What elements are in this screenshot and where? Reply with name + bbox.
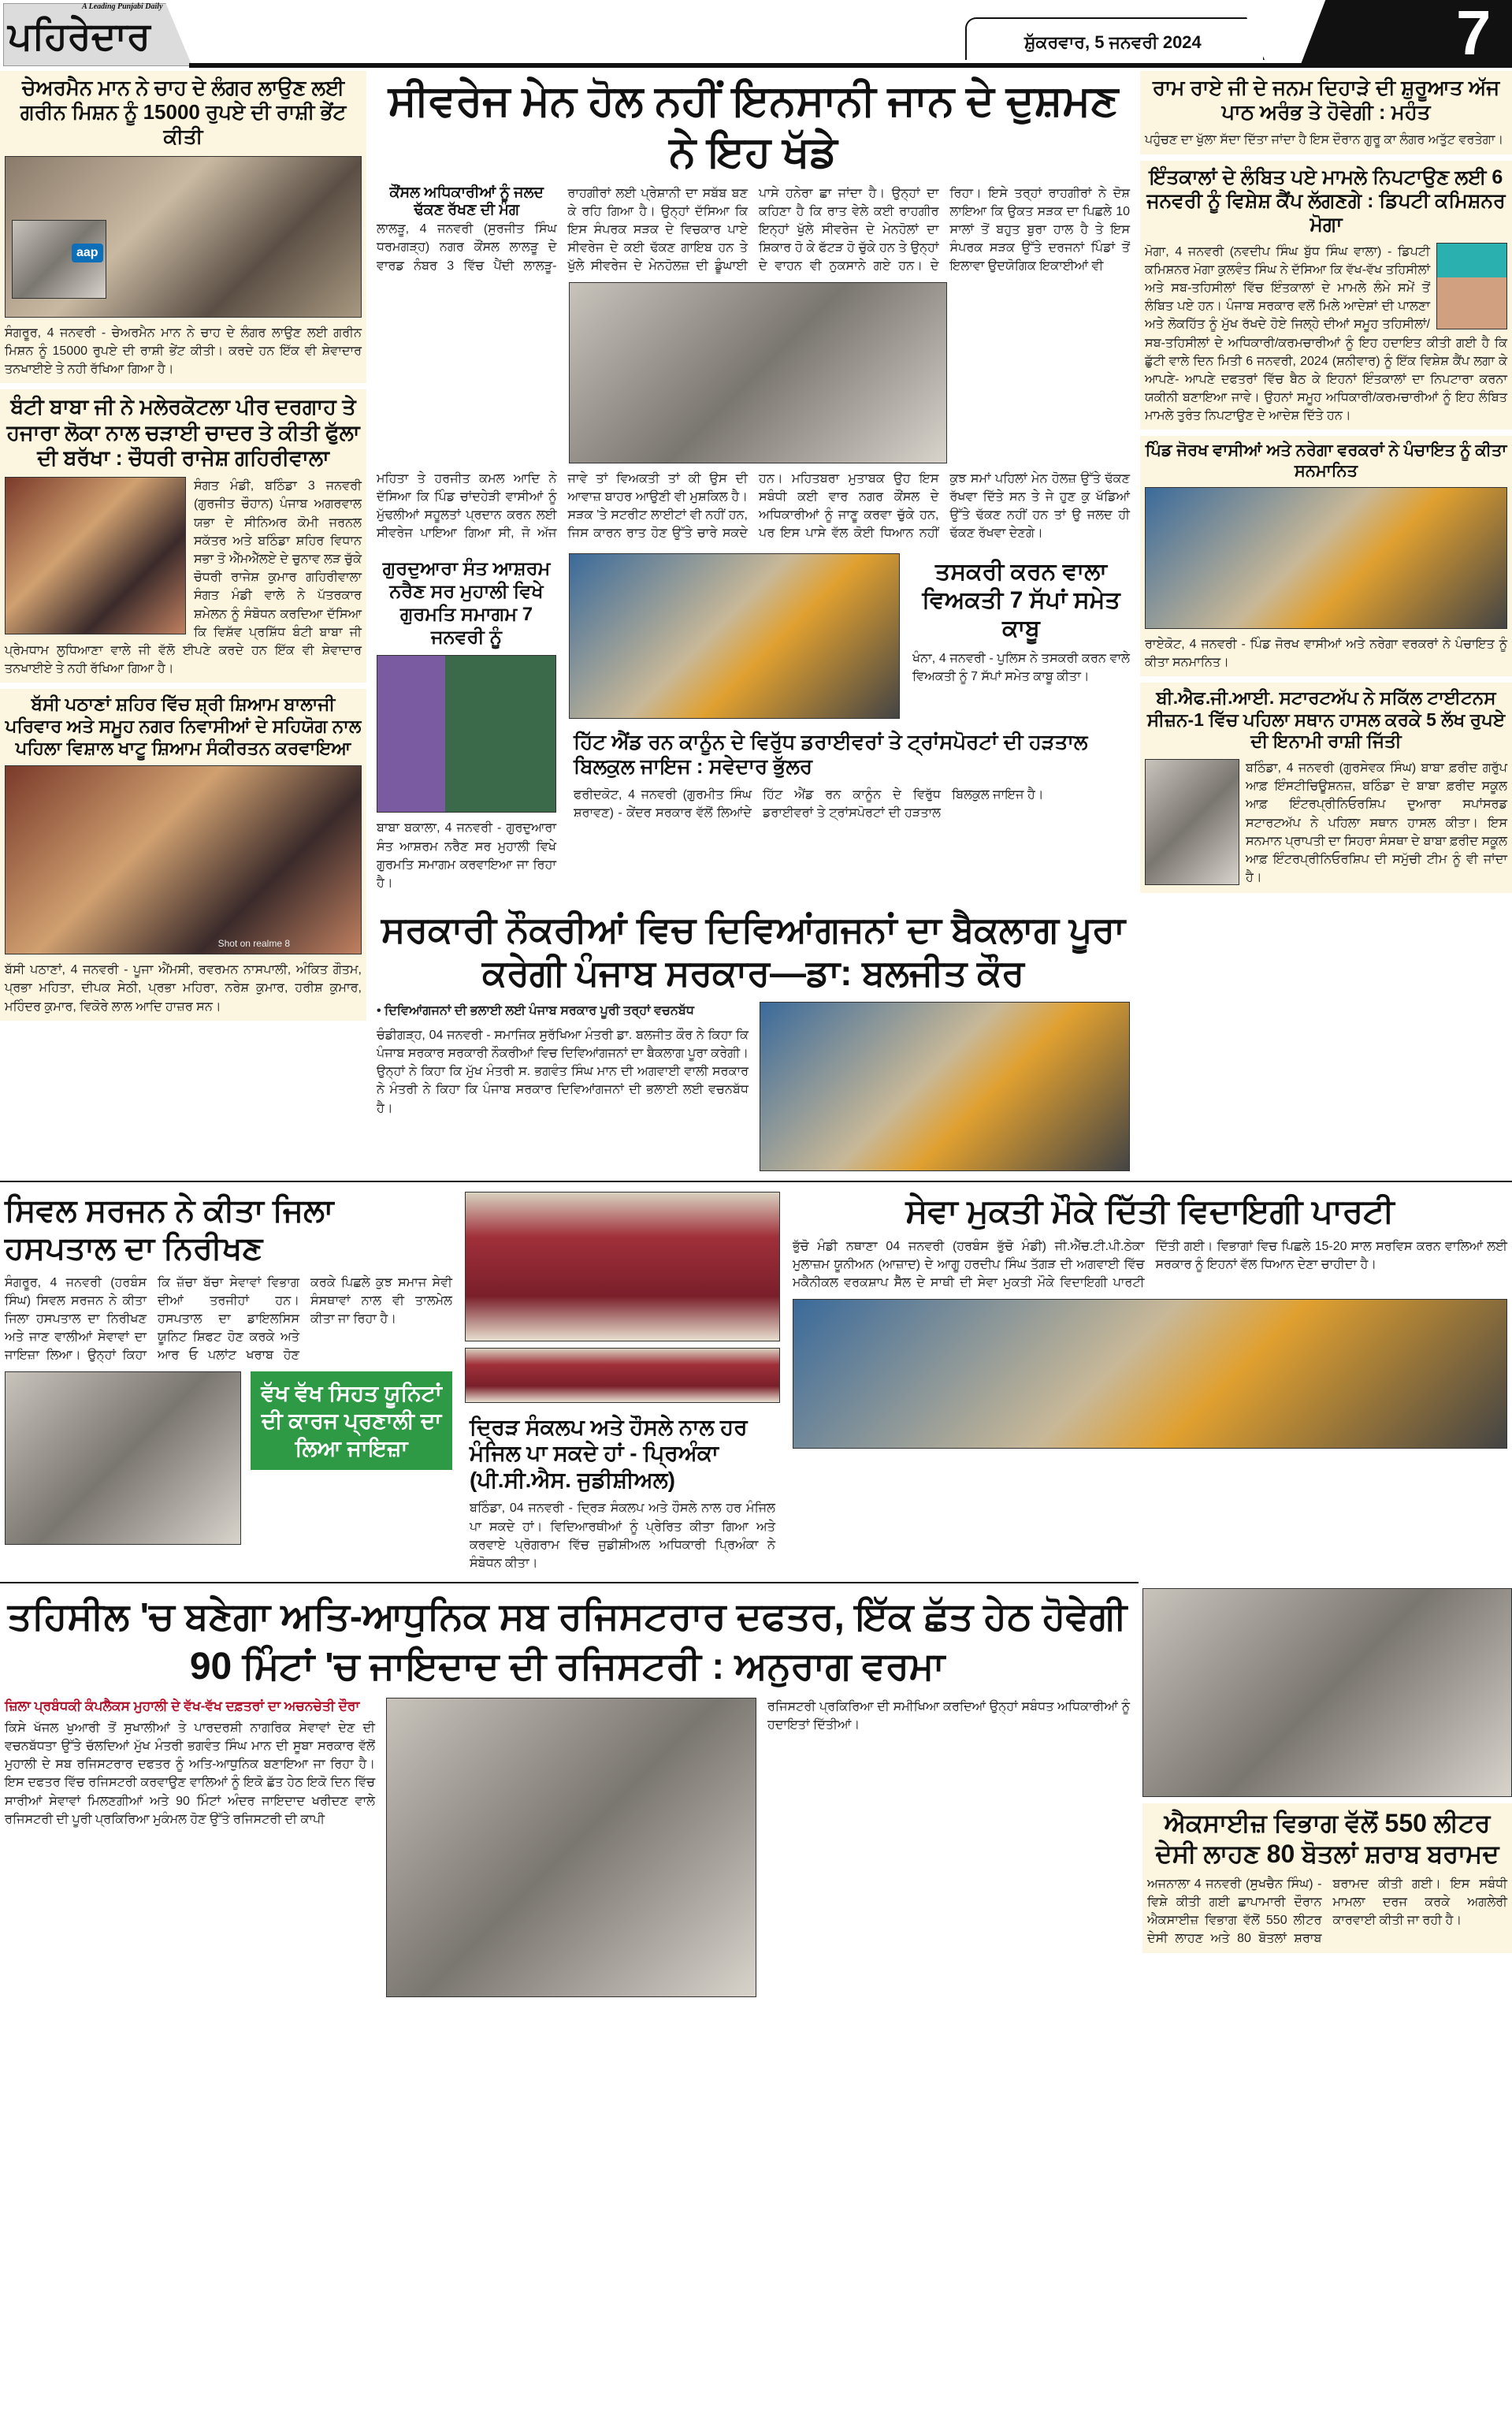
- headline: ਚੇਅਰਮੈਨ ਮਾਨ ਨੇ ਚਾਹ ਦੇ ਲੰਗਰ ਲਾਉਣ ਲਈ ਗਰੀਨ ਮਿਸ਼ਨ ਨੂੰ 15000 ਰੁਪਏ ਦੀ ਰਾਸ਼ੀ ਭੇਂਟ ਕੀਤੀ: [20, 76, 347, 149]
- headline: ਗੁਰਦੁਆਰਾ ਸੰਤ ਆਸ਼ਰਮ ਨਰੈਣ ਸਰ ਮੁਹਾਲੀ ਵਿਖੇ ਗੁਰਮਤਿ ਸਮਾਗਮ 7 ਜਨਵਰੀ ਨੂੰ: [382, 558, 551, 648]
- headline: ਬੱਸੀ ਪਠਾਣਾਂ ਸ਼ਹਿਰ ਵਿੱਚ ਸ਼੍ਰੀ ਸ਼ਿਆਮ ਬਾਲਾਜੀ ਪਰਿਵਾਰ ਅਤੇ ਸਮੂਹ ਨਗਰ ਨਿਵਾਸੀਆਂ ਦੇ ਸਹਿਯੋਗ ਨਾਲ ਪਹਿਲਾ ਵਿਸ਼ਾਲ ਖਾਟੂ ਸ਼ਿਆਮ ਸੰਕੀਰਤਨ ਕਰਵਾਇਆ: [5, 694, 362, 758]
- article-body: ਮੋਗਾ, 4 ਜਨਵਰੀ (ਨਵਦੀਪ ਸਿੰਘ ਬੁੱਧ ਸਿੰਘ ਵਾਲਾ) - ਡਿਪਟੀ ਕਮਿਸ਼ਨਰ ਮੋਗਾ ਕੁਲਵੰਤ ਸਿੰਘ ਨੇ ਦੱਸਿਆ ਕਿ ਵੱਖ-ਵੱਖ ਤਹਿਸੀਲਾਂ ਅਤੇ ਸਬ-ਤਹਿਸੀਲਾਂ ਵਿੱਚ ਇੰਤਕਾਲਾਂ ਦੇ ਮਾਮਲੇ ਲੰਮੇ ਸਮੇਂ ਤੋਂ ਲੰਬਿਤ ਪਏ ਹਨ। ਪੰਜਾਬ ਸਰਕਾਰ ਵਲੋਂ ਮਿਲੇ ਆਦੇਸ਼ਾਂ ਦੀ ਪਾਲਣਾ ਅਤੇ ਲੋਕਹਿੱਤ ਨੂੰ ਮੁੱਖ ਰੱਖਦੇ ਹੋਏ ਜਿਲ੍ਹੇ ਦੀਆਂ ਸਮੂਹ ਤਹਿਸੀਲਾਂ/ਸਬ-ਤਹਿਸੀਲਾਂ ਦੇ ਅਧਿਕਾਰੀ/ਕਰਮਚਾਰੀਆਂ ਨੂੰ ਇਹ ਹਦਾਇਤ ਕੀਤੀ ਗਈ ਹੈ ਕਿ ਛੁੱਟੀ ਵਾਲੇ ਦਿਨ ਮਿਤੀ 6 ਜਨਵਰੀ, 2024 (ਸ਼ਨੀਵਾਰ) ਨੂੰ ਇੱਕ ਵਿਸ਼ੇਸ਼ ਕੈਂਪ ਲਗਾ ਕੇ ਆਪਣੇ- ਆਪਣੇ ਦਫਤਰਾਂ ਵਿੱਚ ਬੈਠ ਕੇ ਇਹਨਾਂ ਇੰਤਕਾਲਾਂ ਦਾ ਨਿਪਟਾਰਾ ਕਰਨਾ ਯਕੀਨੀ ਬਣਾਇਆ ਜਾਵੇ। ਉਹਨਾਂ ਸਮੂਹ ਅਧਿਕਾਰੀ/ਕਰਮਚਾਰੀਆਂ ਨੂੰ ਇਹ ਲੰਬਿਤ ਮਾਮਲੇ ਤੁਰੰਤ ਨਿਪਟਾਉਣ ਦੇ ਆਦੇਸ਼ ਦਿੱਤੇ ਹਨ।: [1145, 244, 1507, 423]
- minister-meeting-photo: [760, 1002, 1130, 1171]
- article-sewerage: [372, 71, 1135, 547]
- divyang-content: [377, 1002, 1130, 1171]
- excise-raid-photo: [1142, 1588, 1512, 1797]
- center-column: [372, 71, 1135, 1176]
- article-chairman-donation: [0, 71, 366, 383]
- headline: ਸੀਵਰੇਜ ਮੇਨ ਹੋਲ ਨਹੀਂ ਇਨਸਾਨੀ ਜਾਨ ਦੇ ਦੁਸ਼ਮਣ ਨੇ ਇਹ ਖੱਡੇ: [388, 77, 1119, 176]
- headline: ਇੰਤਕਾਲਾਂ ਦੇ ਲੰਬਿਤ ਪਏ ਮਾਮਲੇ ਨਿਪਟਾਉਣ ਲਈ 6 ਜਨਵਰੀ ਨੂੰ ਵਿਸ਼ੇਸ਼ ਕੈਂਪ ਲੱਗਣਗੇ : ਡਿਪਟੀ ਕਮਿਸ਼ਨਰ ਮੋਗਾ: [1146, 166, 1506, 236]
- tehsil-content: [5, 1698, 1130, 1997]
- article-content: [1145, 243, 1507, 426]
- deputy-commissioner-photo: [1436, 243, 1507, 329]
- left-column: [0, 71, 366, 1021]
- article-content: [5, 477, 362, 678]
- bottom-section: [0, 1588, 1512, 2002]
- article-body: ਅਜਨਾਲਾ 4 ਜਨਵਰੀ (ਸੁਖਚੈਨ ਸਿੰਘ) - ਵਿਸ਼ੇ ਕੀਤੀ ਗਈ ਛਾਪਾਮਾਰੀ ਦੌਰਾਨ ਐਕਸਾਈਜ਼ ਵਿਭਾਗ ਵੱਲੋਂ 550 ਲੀਟਰ ਦੇਸੀ ਲਾਹਣ ਅਤੇ 80 ਬੋਤਲਾਂ ਸ਼ਰਾਬ ਬਰਾਮਦ ਕੀਤੀ ਗਈ। ਇਸ ਸਬੰਧੀ ਮਾਮਲਾ ਦਰਜ ਕਰਕੇ ਅਗਲੇਰੀ ਕਾਰਵਾਈ ਕੀਤੀ ਜਾ ਰਹੀ ਹੈ।: [1147, 1877, 1507, 1946]
- article-content: [1145, 759, 1507, 888]
- top-section: [0, 71, 1512, 1176]
- article-body: ਚੰਡੀਗੜ੍ਹ, 04 ਜਨਵਰੀ - ਸਮਾਜਿਕ ਸੁਰੱਖਿਆ ਮੰਤਰੀ ਡਾ. ਬਲਜੀਤ ਕੌਰ ਨੇ ਕਿਹਾ ਕਿ ਪੰਜਾਬ ਸਰਕਾਰ ਸਰਕਾਰੀ ਨੌਕਰੀਆਂ ਵਿਚ ਦਿਵਿਆਂਗਜਨਾਂ ਦਾ ਬੈਕਲਾਗ ਪੂਰਾ ਕਰੇਗੀ। ਉਨ੍ਹਾਂ ਨੇ ਕਿਹਾ ਕਿ ਮੁੱਖ ਮੰਤਰੀ ਸ. ਭਗਵੰਤ ਸਿੰਘ ਮਾਨ ਦੀ ਅਗਵਾਈ ਵਾਲੀ ਸਰਕਾਰ ਨੇ ਮੰਤਰੀ ਨੇ ਕਿਹਾ ਕਿ ਪੰਜਾਬ ਸਰਕਾਰ ਦਿਵਿਆਂਗਜਨਾਂ ਦੀ ਭਲਾਈ ਲਈ ਵਚਨਬੱਧ ਹੈ।: [377, 1028, 749, 1115]
- section-divider: [0, 1181, 1512, 1182]
- article-excise: [1142, 1803, 1512, 1953]
- page-body: [0, 71, 1512, 2002]
- article-body: ਸੰਗਰੂਰ, 4 ਜਨਵਰੀ - ਚੇਅਰਮੈਨ ਮਾਨ ਨੇ ਚਾਹ ਦੇ ਲੰਗਰ ਲਾਉਣ ਲਈ ਗਰੀਨ ਮਿਸ਼ਨ ਨੂੰ 15000 ਰੁਪਏ ਦੀ ਰਾਸ਼ੀ ਭੇਂਟ ਕੀਤੀ। ਕਰਦੇ ਹਨ ਇੱਕ ਵੀ ਸ਼ੇਵਾਦਾਰ ਤਨਖਾਈਏ ਤੇ ਨਹੀ ਰੱਖਿਆ ਗਿਆ ਹੈ।: [5, 326, 362, 376]
- headline: ਰਾਮ ਰਾਏ ਜੀ ਦੇ ਜਨਮ ਦਿਹਾੜੇ ਦੀ ਸ਼ੁਰੂਆਤ ਅੱਜ ਪਾਠ ਅਰੰਭ ਤੇ ਹੋਵੇਗੀ : ਮਹੰਤ: [1152, 76, 1500, 125]
- sankirtan-photo: [5, 765, 362, 954]
- photo-watermark: Shot on realme 8: [217, 938, 290, 950]
- article-body-columns-2: [377, 470, 1130, 543]
- article-body: ਲਾਲੜੂ, 4 ਜਨਵਰੀ (ਸੁਰਜੀਤ ਸਿੰਘ ਧਰਮਗੜ੍ਹ) ਨਗਰ ਕੌਂਸਲ ਲਾਲੜੂ ਦੇ ਵਾਰਡ ਨੰਬਰ 3 ਵਿੱਚ ਪੈਂਦੀ ਲਾਲੜੂ- ਰਾਹਗੀਰਾਂ ਲਈ ਪ੍ਰੇਸ਼ਾਨੀ ਦਾ ਸਬੱਬ ਬਣ ਕੇ ਰਹਿ ਗਿਆ ਹੈ। ਉਨ੍ਹਾਂ ਦੱਸਿਆ ਕਿ ਇਸ ਸੰਪਰਕ ਸੜਕ ਦੇ ਵਿਚਕਾਰ ਪਾਏ ਸੀਵਰੇਜ ਦੇ ਕਈ ਢੱਕਣ ਗਾਇਬ ਹਨ ਤੇ ਖੁੱਲੇ ਸੀਵਰੇਜ ਦੇ ਮੇਨਹੋਲਜ਼ ਦੀ ਡੂੰਘਾਈ ਪਾਸੇ ਹਨੇਰਾ ਛਾ ਜਾਂਦਾ ਹੈ। ਉਨ੍ਹਾਂ ਦਾ ਕਹਿਣਾ ਹੈ ਕਿ ਰਾਤ ਵੇਲੇ ਕਈ ਰਾਹਗੀਰ ਇਨ੍ਹਾਂ ਖੁੱਲੇ ਸੀਵਰੇਜ ਦੇ ਮੇਨਹੋਲਾਂ ਦਾ ਸ਼ਿਕਾਰ ਹੋ ਕੇ ਫੱਟੜ ਹੋ ਚੁੱਕੇ ਹਨ ਤੇ ਉਨ੍ਹਾਂ ਦੇ ਵਾਹਨ ਵੀ ਨੁਕਸਾਨੇ ਗਏ ਹਨ। ਦੇ ਰਿਹਾ। ਇਸੇ ਤਰ੍ਹਾਂ ਰਾਹਗੀਰਾਂ ਨੇ ਦੋਸ਼ ਲਾਇਆ ਕਿ ਉਕਤ ਸੜਕ ਦਾ ਪਿਛਲੇ 10 ਸਾਲਾਂ ਤੋਂ ਬਹੁਤ ਬੁਰਾ ਹਾਲ ਹੈ ਤੇ ਇਸ ਸੰਪਰਕ ਸੜਕ ਉੱਤੇ ਦਰਜਨਾਂ ਪਿੰਡਾਂ ਤੋਂ ਇਲਾਵਾ ਉਦਯੋਗਿਕ ਇਕਾਈਆਂ ਵੀ: [377, 186, 1130, 273]
- article-jorakh: [1140, 436, 1512, 676]
- article-retirement: [788, 1187, 1512, 1453]
- article-body: ਸੰਗਤ ਮੰਡੀ, ਬਠਿੰਡਾ 3 ਜਨਵਰੀ (ਗੁਰਜੀਤ ਚੌਹਾਨ) ਪੰਜਾਬ ਅਗਰਵਾਲ ਯਭਾ ਦੇ ਸੀਨਿਅਰ ਕੋਮੀ ਜਰਨਲ ਸਕੱਤਰ ਅਤੇ ਬਠਿੰਡਾ ਸ਼ਹਿਰ ਵਿਧਾਨ ਸਭਾ ਤੋ ਐੱਮਐੱਲਏ ਦੇ ਚੁਨਾਵ ਲੜ ਚੁੱਕੇ ਚੋਧਰੀ ਰਾਜੇਸ਼ ਕੁਮਾਰ ਗਹਿਰੀਵਾਲਾ ਸੰਗਤ ਮੰਡੀ ਵਾਲੇ ਨੇ ਪੱਤਰਕਾਰ ਸ਼ਮੇਲਨ ਨੂੰ ਸੰਬੋਧਨ ਕਰਦਿਆ ਦੱਸਿਆ ਕਿ ਵਿਸ਼ੱਵ ਪ੍ਰਸ਼ਿੱਧ ਬੰਟੀ ਬਾਬਾ ਜੀ ਪ੍ਰੇਮਧਾਮ ਲੁਧਿਆਣਾ ਵਾਲੇ ਜੀ ਵੱਲੋ ਈਪਣੇ ਕਰਦੇ ਹਨ ਇੱਕ ਵੀ ਸ਼ੇਵਾਦਾਰ ਤਨਖਾਈਏ ਤੇ ਨਹੀ ਰੱਖਿਆ ਗਿਆ ਹੈ।: [5, 479, 362, 676]
- headline: ਬੀ.ਐਫ.ਜੀ.ਆਈ. ਸਟਾਰਟਅੱਪ ਨੇ ਸਕਿੱਲ ਟਾਈਟਨਸ ਸੀਜ਼ਨ-1 ਵਿੱਚ ਪਹਿਲਾ ਸਥਾਨ ਹਾਸਲ ਕਰਕੇ 5 ਲੱਖ ਰੁਪਏ ਦੀ ਇਨਾਮੀ ਰਾਸ਼ੀ ਜਿੱਤੀ: [1146, 687, 1506, 752]
- issue-date: ਸ਼ੁੱਕਰਵਾਰ, 5 ਜਨਵਰੀ 2024: [1024, 32, 1202, 52]
- sant-photo: [377, 655, 556, 813]
- article-smuggler: [908, 553, 1135, 690]
- article-body: ਭੁੱਚੋ ਮੰਡੀ ਨਥਾਣਾ 04 ਜਨਵਰੀ (ਹਰਬੰਸ ਭੁੱਚੋ ਮੰਡੀ) ਜੀ.ਐੱਚ.ਟੀ.ਪੀ.ਠੇਕਾ ਮੁਲਾਜ਼ਮ ਯੂਨੀਅਨ (ਆਜ਼ਾਦ) ਦੇ ਆਗੂ ਹਰਦੀਪ ਸਿੰਘ ਤੱਗੜ ਦੀ ਅਗਵਾਈ ਵਿੱਚ ਮਕੈਨੀਕਲ ਵਰਕਸ਼ਾਪ ਸੈੱਲ ਦੇ ਸਾਥੀ ਦੀ ਸੇਵਾ ਮੁਕਤੀ ਮੌਕੇ ਵਿਦਾਇਗੀ ਪਾਰਟੀ ਦਿੱਤੀ ਗਈ। ਵਿਭਾਗਾਂ ਵਿਚ ਪਿਛਲੇ 15-20 ਸਾਲ ਸਰਵਿਸ ਕਰਨ ਵਾਲਿਆਂ ਲਈ ਸਰਕਾਰ ਨੂੰ ਇਹਨਾਂ ਵੱਲ ਧਿਆਨ ਦੇਣਾ ਚਾਹੀਦਾ ਹੈ।: [793, 1239, 1507, 1290]
- dargah-photo: [5, 477, 186, 634]
- headline: ਐਕਸਾਈਜ਼ ਵਿਭਾਗ ਵੱਲੋਂ 550 ਲੀਟਰ ਦੇਸੀ ਲਾਹਣ 80 ਬੋਤਲਾਂ ਸ਼ਰਾਬ ਬਰਾਮਦ: [1155, 1809, 1499, 1868]
- photo-and-smuggler-row: [569, 553, 1135, 719]
- divyang-text: [377, 1002, 749, 1118]
- protest-group-photo: [569, 553, 900, 719]
- article-body: ਰਾਏਕੋਟ, 4 ਜਨਵਰੀ - ਪਿੰਡ ਜੋਰਖ ਵਾਸੀਆਂ ਅਤੇ ਨਰੇਗਾ ਵਰਕਰਾਂ ਨੇ ਪੰਚਾਇਤ ਨੂੰ ਕੀਤਾ ਸਨਮਾਨਿਤ।: [1145, 637, 1507, 669]
- article-tehsil-registry: [0, 1588, 1135, 2002]
- article-determination: [465, 1409, 780, 1578]
- students-group-photo: [465, 1192, 780, 1341]
- subheadline: • ਦਿਵਿਆਂਗਜਨਾਂ ਦੀ ਭਲਾਈ ਲਈ ਪੰਜਾਬ ਸਰਕਾਰ ਪੂਰੀ ਤਰ੍ਹਾਂ ਵਚਨਬੱਧ: [377, 1003, 694, 1018]
- article-body: ਬਠਿੰਡਾ, 4 ਜਨਵਰੀ (ਗੁਰਸੇਵਕ ਸਿੰਘ) ਬਾਬਾ ਫ਼ਰੀਦ ਗਰੁੱਪ ਆਫ਼ ਇੰਸਟੀਚਿਊਸ਼ਨਜ਼, ਬਠਿੰਡਾ ਦੇ ਬਾਬਾ ਫ਼ਰੀਦ ਸਕੂਲ ਆਫ਼ ਇੰਟਰਪ੍ਰੀਨਿਓਰਸ਼ਿਪ ਦੁਆਰਾ ਸਪਾਂਸਰਡ ਸਟਾਰਟਅੱਪ ਨੇ ਪਹਿਲਾ ਸਥਾਨ ਹਾਸਲ ਕੀਤਾ। ਇਸ ਸਨਮਾਨ ਪ੍ਰਾਪਤੀ ਦਾ ਸਿਹਰਾ ਸੰਸਥਾ ਦੇ ਬਾਬਾ ਫ਼ਰੀਦ ਸਕੂਲ ਆਫ਼ ਇੰਟਰਪ੍ਰੀਨਿਓਰਸ਼ਿਪ ਦੀ ਸਮੁੱਚੀ ਟੀਮ ਨੂੰ ਵੀ ਜਾਂਦਾ ਹੈ।: [1246, 761, 1507, 885]
- official-visit-photo: [386, 1698, 756, 1997]
- article-intkal-camp: [1140, 161, 1512, 430]
- masthead: [0, 0, 1512, 69]
- section-divider-2: [0, 1582, 1139, 1583]
- aap-logo-badge: aap: [72, 244, 103, 262]
- headline: ਤਸਕਰੀ ਕਰਨ ਵਾਲਾ ਵਿਅਕਤੀ 7 ਸੱਪਾਂ ਸਮੇਤ ਕਾਬੂ: [922, 559, 1120, 642]
- farewell-photo: [793, 1299, 1507, 1449]
- excise-column: [1142, 1588, 1512, 1953]
- headline: ਸਰਕਾਰੀ ਨੌਕਰੀਆਂ ਵਿਚ ਦਿਵਿਆਂਗਜਨਾਂ ਦਾ ਬੈਕਲਾਗ ਪੂਰਾ ਕਰੇਗੀ ਪੰਜਾਬ ਸਰਕਾਰ—ਡਾ: ਬਲਜੀਤ ਕੌਰ: [381, 909, 1126, 994]
- headline: ਸਿਵਲ ਸਰਜਨ ਨੇ ਕੀਤਾ ਜਿਲਾ ਹਸਪਤਾਲ ਦਾ ਨਿਰੀਖਣ: [5, 1192, 334, 1266]
- article-body: ਬੱਸੀ ਪਠਾਣਾਂ, 4 ਜਨਵਰੀ - ਪੂਜਾ ਐਂਮਸੀ, ਰਵਰਮਨ ਨਾਸਪਾਲੀ, ਅੰਕਿਤ ਗੌਤਮ, ਪ੍ਰਭਾ ਮਹਿਤਾ, ਦੀਪਕ ਸੇਠੀ, ਪ੍ਰਭਾ ਮਹਿਰਾ, ਨਰੇਸ਼ ਕੁਮਾਰ, ਹਰੀਸ਼ ਕੁਮਾਰ, ਮਹਿੰਦਰ ਕੁਮਾਰ, ਵਿਕੋਰੇ ਲਾਲ ਆਦਿ ਹਾਜ਼ਰ ਸਨ।: [5, 963, 362, 1014]
- right-column: [1140, 71, 1512, 893]
- article-body: ਬਠਿੰਡਾ, 04 ਜਨਵਰੀ - ਦ੍ਰਿੜ ਸੰਕਲਪ ਅਤੇ ਹੌਸਲੇ ਨਾਲ ਹਰ ਮੰਜਿਲ ਪਾ ਸਕਦੇ ਹਾਂ। ਵਿਦਿਆਰਥੀਆਂ ਨੂੰ ਪ੍ਰੇਰਿਤ ਕੀਤਾ ਗਿਆ ਅਤੇ ਕਰਵਾਏ ਪ੍ਰੋਗਰਾਮ ਵਿੱਚ ਜੁਡੀਸ਼ੀਅਲ ਅਧਿਕਾਰੀ ਪ੍ਰਿਅੰਕਾ ਨੇ ਸੰਬੋਧਨ ਕੀਤਾ।: [470, 1501, 775, 1570]
- article-body: ਖੰਨਾ, 4 ਜਨਵਰੀ - ਪੁਲਿਸ ਨੇ ਤਸਕਰੀ ਕਰਨ ਵਾਲੇ ਵਿਅਕਤੀ ਨੂੰ 7 ਸੱਪਾਂ ਸਮੇਤ ਕਾਬੂ ਕੀਤਾ।: [912, 652, 1130, 684]
- article-divyang-backlog: [372, 903, 1135, 1175]
- article-bunty-baba: [0, 389, 366, 683]
- students-column: [465, 1187, 780, 1578]
- article-body: ਫਰੀਦਕੋਟ, 4 ਜਨਵਰੀ (ਗੁਰਮੀਤ ਸਿੰਘ ਸ਼ਰਾਵਣ) - ਕੇਂਦਰ ਸਰਕਾਰ ਵੱਲੋਂ ਲਿਆਂਦੇ ਹਿੱਟ ਐਂਡ ਰਨ ਕਾਨੂੰਨ ਦੇ ਵਿਰੁੱਧ ਡਰਾਈਵਰਾਂ ਤੇ ਟ੍ਰਾਂਸਪੋਰਟਾਂ ਦੀ ਹੜਤਾਲ ਬਿਲਕੁਲ ਜਾਇਜ ਹੈ।: [574, 787, 1044, 820]
- article-body-continued: ਮਹਿਤਾ ਤੇ ਹਰਜੀਤ ਕਮਲ ਆਦਿ ਨੇ ਦੱਸਿਆ ਕਿ ਪਿੰਡ ਚਾਂਦਹੇੜੀ ਵਾਸੀਆਂ ਨੂੰ ਮੁੱਢਲੀਆਂ ਸਹੂਲਤਾਂ ਪ੍ਰਦਾਨ ਕਰਨ ਲਈ ਸੀਵਰੇਜ ਪਾਇਆ ਗਿਆ ਸੀ, ਜੋ ਅੱਜ ਜਾਵੇ ਤਾਂ ਵਿਅਕਤੀ ਤਾਂ ਕੀ ਉਸ ਦੀ ਆਵਾਜ਼ ਬਾਹਰ ਆਉਣੀ ਵੀ ਮੁਸ਼ਕਿਲ ਹੈ। ਸੜਕ 'ਤੇ ਸਟਰੀਟ ਲਾਈਟਾਂ ਵੀ ਨਹੀਂ ਹਨ, ਜਿਸ ਕਾਰਨ ਰਾਤ ਹੋਣ ਉੱਤੇ ਚਾਰੇ ਸਕਦੇ ਹਨ। ਮਹਿਤਬਰਾ ਮੁਤਾਬਕ ਉਹ ਇਸ ਸਬੰਧੀ ਕਈ ਵਾਰ ਨਗਰ ਕੌਂਸਲ ਦੇ ਅਧਿਕਾਰੀਆਂ ਨੂੰ ਜਾਣੂ ਕਰਵਾ ਚੁੱਕੇ ਹਨ, ਪਰ ਇਸ ਪਾਸੇ ਵੱਲ ਕੋਈ ਧਿਆਨ ਨਹੀਂ ਕੁਝ ਸਮਾਂ ਪਹਿਲਾਂ ਮੇਨ ਹੋਲਜ਼ ਉੱਤੇ ਢੱਕਣ ਰੱਖਵਾ ਦਿੱਤੇ ਸਨ ਤੇ ਜੇ ਹੁਣ ਕੁ ਖੱਡਿਆਂ ਉੱਤੇ ਢੱਕਣ ਨਹੀਂ ਹਨ ਤਾਂ ਉ ਜਲਦ ਹੀ ਢੱਕਣ ਰੱਖਵਾ ਦੇਣਗੇ।: [377, 471, 1130, 541]
- student-photo: [1145, 759, 1239, 885]
- headline: ਦ੍ਰਿੜ ਸੰਕਲਪ ਅਤੇ ਹੌਸਲੇ ਨਾਲ ਹਰ ਮੰਜਿਲ ਪਾ ਸਕਦੇ ਹਾਂ - ਪ੍ਰਿਅੰਕਾ (ਪੀ.ਸੀ.ਐਸ. ਜੁਡੀਸ਼ੀਅਲ): [470, 1414, 748, 1492]
- article-body-continued: ਰਜਿਸਟਰੀ ਪ੍ਰਕਿਰਿਆ ਦੀ ਸਮੀਖਿਆ ਕਰਦਿਆਂ ਉਨ੍ਹਾਂ ਸਬੰਧਤ ਅਧਿਕਾਰੀਆਂ ਨੂੰ ਹਦਾਇਤਾਂ ਦਿੱਤੀਆਂ।: [767, 1699, 1130, 1732]
- civil-media-row: [5, 1371, 452, 1545]
- article-hit-and-run: [569, 725, 1135, 827]
- tehsil-text: [5, 1698, 375, 1829]
- event-photo: [5, 156, 362, 318]
- headline: ਬੰਟੀ ਬਾਬਾ ਜੀ ਨੇ ਮਲੇਰਕੋਟਲਾ ਪੀਰ ਦਰਗਾਹ ਤੇ ਹਜਾਰਾ ਲੋਕਾ ਨਾਲ ਚੜਾਈ ਚਾਦਰ ਤੇ ਕੀਤੀ ਫੁੱਲਾ ਦੀ ਬਰੱਖਾ : ਚੌਧਰੀ ਰਾਜੇਸ਼ ਗਹਿਰੀਵਾਲਾ: [6, 395, 360, 470]
- article-civil-surgeon: [0, 1187, 457, 1550]
- headline: ਹਿੱਟ ਐਂਡ ਰਨ ਕਾਨੂੰਨ ਦੇ ਵਿਰੁੱਧ ਡਰਾਈਵਰਾਂ ਤੇ ਟ੍ਰਾਂਸਪੋਰਟਾਂ ਦੀ ਹੜਤਾਲ ਬਿਲਕੁਲ ਜਾਇਜ : ਸਵੇਦਾਰ ਭੁੱਲਰ: [574, 730, 1088, 779]
- hospital-inspection-photo: [5, 1371, 241, 1545]
- article-body: ਸੰਗਰੂਰ, 4 ਜਨਵਰੀ (ਹਰਬੰਸ ਸਿੰਘ) ਸਿਵਲ ਸਰਜਨ ਨੇ ਕੀਤਾ ਜਿਲਾ ਹਸਪਤਾਲ ਦਾ ਨਿਰੀਖਣ ਅਤੇ ਜਾਣ ਵਾਲੀਆਂ ਸੇਵਾਵਾਂ ਦਾ ਜਾਇਜ਼ਾ ਲਿਆ। ਉਨ੍ਹਾਂ ਕਿਹਾ ਕਿ ਜ਼ੱਚਾ ਬੱਚਾ ਸੇਵਾਵਾਂ ਵਿਭਾਗ ਦੀਆਂ ਤਰਜੀਹਾਂ ਹਨ। ਹਸਪਤਾਲ ਦਾ ਡਾਇਲਸਿਸ ਯੂਨਿਟ ਸ਼ਿਫਟ ਹੋਣ ਕਰਕੇ ਅਤੇ ਆਰ ਓ ਪਲਾਂਟ ਖਰਾਬ ਹੋਣ ਕਰਕੇ ਪਿਛਲੇ ਕੁਝ ਸਮਾਜ ਸੇਵੀ ਸੰਸਥਾਵਾਂ ਨਾਲ ਵੀ ਤਾਲਮੇਲ ਕੀਤਾ ਜਾ ਰਿਹਾ ਹੈ।: [5, 1275, 452, 1363]
- article-bassi-pathana: [0, 689, 366, 1020]
- headline: ਪਿੰਡ ਜੋਰਖ ਵਾਸੀਆਂ ਅਤੇ ਨਰੇਗਾ ਵਰਕਰਾਂ ਨੇ ਪੰਚਾਇਤ ਨੂੰ ਕੀਤਾ ਸਨਮਾਨਿਤ: [1145, 441, 1507, 480]
- newspaper-logo[interactable]: ਪਹਿਰੇਦਾਰ: [8, 16, 150, 58]
- highlight-box: ਵੱਖ ਵੱਖ ਸਿਹਤ ਯੂਨਿਟਾਂ ਦੀ ਕਾਰਜ ਪ੍ਰਣਾਲੀ ਦਾ ਲਿਆ ਜਾਇਜ਼ਾ: [251, 1371, 452, 1470]
- page-number: 7: [1456, 0, 1492, 68]
- article-body: ਬਾਬਾ ਬਕਾਲਾ, 4 ਜਨਵਰੀ - ਗੁਰਦੁਆਰਾ ਸੰਤ ਆਸ਼ਰਮ ਨਰੈਣ ਸਰ ਮੁਹਾਲੀ ਵਿਖੇ ਗੁਰਮਤਿ ਸਮਾਗਮ ਕਰਵਾਇਆ ਜਾ ਰਿਹਾ ਹੈ।: [377, 821, 556, 891]
- headline: ਸੇਵਾ ਮੁਕਤੀ ਮੌਕੇ ਦਿੱਤੀ ਵਿਦਾਇਗੀ ਪਾਰਟੀ: [905, 1192, 1395, 1230]
- article-body-columns: [377, 184, 1130, 276]
- subheadline: ਜ਼ਿਲਾ ਪ੍ਰਬੰਧਕੀ ਕੰਪਲੈਕਸ ਮੁਹਾਲੀ ਦੇ ਵੱਖ-ਵੱਖ ਦਫ਼ਤਰਾਂ ਦਾ ਅਚਨਚੇਤੀ ਦੌਰਾ: [5, 1698, 360, 1713]
- subheadline: ਕੌਂਸਲ ਅਧਿਕਾਰੀਆਂ ਨੂੰ ਜਲਦ ਢੱਕਣ ਰੱਖਣ ਦੀ ਮੰਗ: [389, 184, 544, 219]
- panchayat-honour-photo: [1145, 487, 1507, 629]
- headline: ਤਹਿਸੀਲ 'ਚ ਬਣੇਗਾ ਅਤਿ-ਆਧੁਨਿਕ ਸਬ ਰਜਿਸਟਰਾਰ ਦਫਤਰ, ਇੱਕ ਛੱਤ ਹੇਠ ਹੋਵੇਗੀ 90 ਮਿੰਟਾਂ 'ਚ ਜਾਇਦਾਦ ਦੀ ਰਜਿਸਟਰੀ : ਅਨੁਰਾਗ ਵਰਮਾ: [7, 1596, 1127, 1687]
- middle-section: [0, 1187, 1512, 1578]
- students-photo-wide: [465, 1348, 780, 1403]
- article-gurmat-samagam: [372, 553, 561, 897]
- center-middle-row: [372, 553, 1135, 897]
- article-body: ਪਹੁੰਚਣ ਦਾ ਖੁੱਲਾ ਸੱਦਾ ਦਿੱਤਾ ਜਾਂਦਾ ਹੈ ਇਸ ਦੌਰਾਨ ਗੁਰੂ ਕਾ ਲੰਗਰ ਅਤੁੱਟ ਵਰਤੇਗਾ।: [1145, 133, 1504, 147]
- article-body: ਕਿਸੇ ਖੱਜਲ ਖੁਆਰੀ ਤੋਂ ਸੁਖਾਲੀਆਂ ਤੇ ਪਾਰਦਰਸ਼ੀ ਨਾਗਰਿਕ ਸੇਵਾਵਾਂ ਦੇਣ ਦੀ ਵਚਨਬੱਧਤਾ ਉੱਤੇ ਚੱਲਦਿਆਂ ਮੁੱਖ ਮੰਤਰੀ ਭਗਵੰਤ ਸਿੰਘ ਮਾਨ ਦੀ ਸੂਬਾ ਸਰਕਾਰ ਵੱਲੋਂ ਮੁਹਾਲੀ ਦੇ ਸਬ ਰਜਿਸਟਰਾਰ ਦਫਤਰ ਨੂੰ ਅਤਿ-ਆਧੁਨਿਕ ਬਣਾਇਆ ਜਾ ਰਿਹਾ ਹੈ। ਇਸ ਦਫਤਰ ਵਿੱਚ ਰਜਿਸਟਰੀ ਕਰਵਾਉਣ ਵਾਲਿਆਂ ਨੂੰ ਇਕੋ ਛੱਤ ਹੇਠ ਇਕੋ ਦਿਨ ਵਿੱਚ ਸਾਰੀਆਂ ਸੇਵਾਵਾਂ ਮਿਲਣਗੀਆਂ ਅਤੇ 90 ਮਿੰਟਾਂ ਅੰਦਰ ਜਾਇਦਾਦ ਖਰੀਦਣ ਵਾਲੇ ਰਜਿਸਟਰੀ ਦੀ ਪੂਰੀ ਪ੍ਰਕਿਰਿਆ ਮੁਕੰਮਲ ਹੋਣ ਉੱਤੇ ਰਜਿਸਟਰੀ ਦੀ ਕਾਪੀ: [5, 1721, 375, 1826]
- article-bfgi-startup: [1140, 683, 1512, 893]
- masthead-tagline: A Leading Punjabi Daily: [82, 2, 163, 11]
- center-middle-right: [569, 553, 1135, 827]
- manhole-photo: [569, 282, 947, 463]
- article-ram-rai: [1140, 71, 1512, 154]
